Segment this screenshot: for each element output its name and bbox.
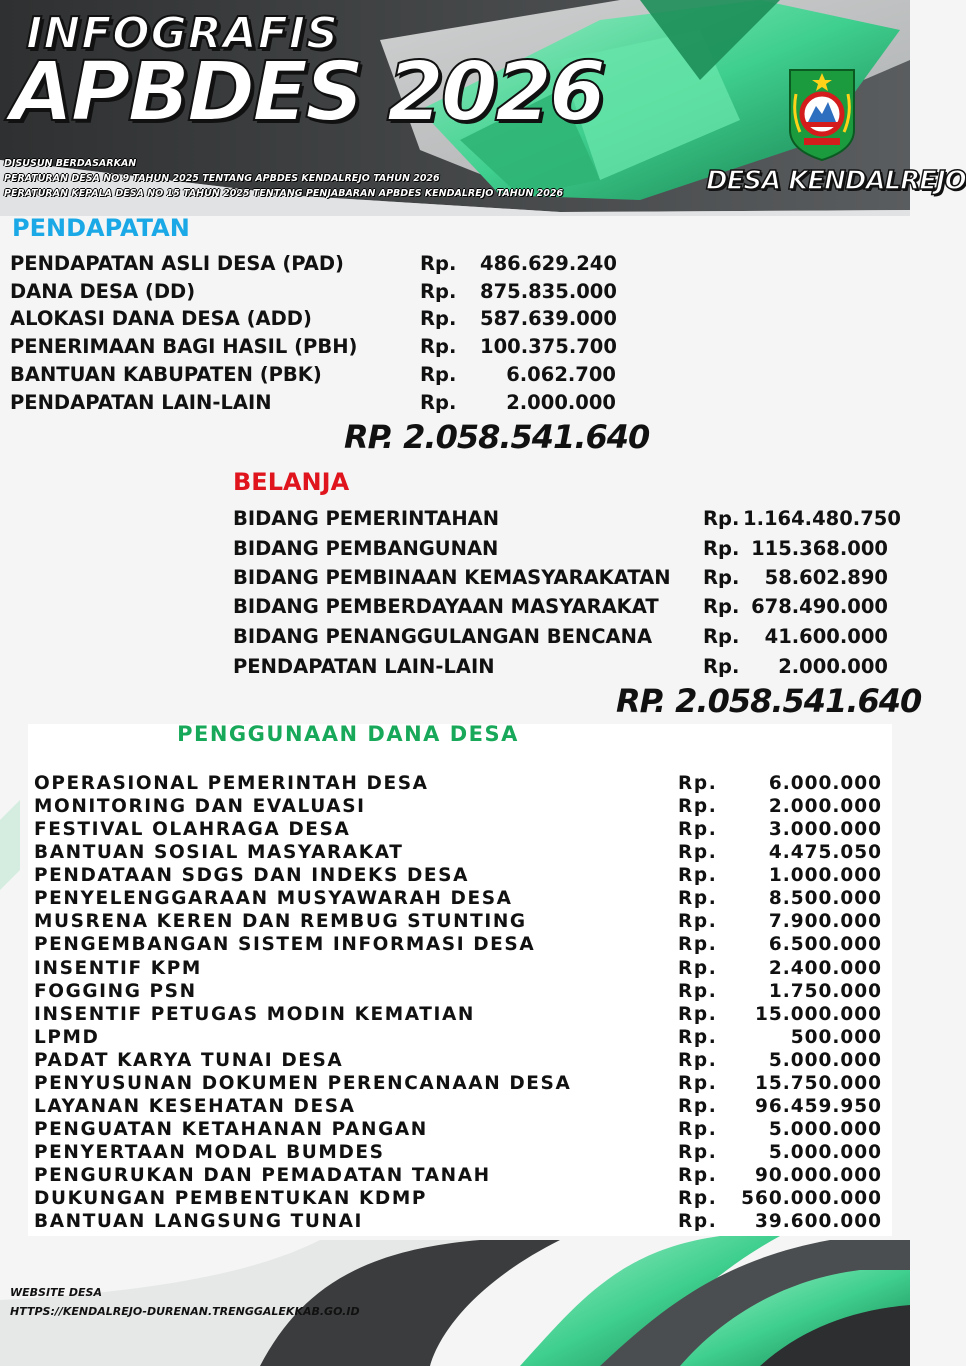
item-label: MUSRENA KEREN DAN REMBUG STUNTING <box>34 911 527 932</box>
currency-label: Rp. <box>678 888 718 909</box>
item-label: LPMD <box>34 1027 100 1048</box>
list-item <box>34 1095 882 1118</box>
item-label: INSENTIF PETUGAS MODIN KEMATIAN <box>34 1004 475 1025</box>
item-amount: 41.600.000 <box>764 624 888 648</box>
list-item <box>34 818 882 841</box>
list-item <box>34 841 882 864</box>
list-item <box>233 534 888 562</box>
item-amount: 6.062.700 <box>506 362 616 386</box>
item-label: BIDANG PEMBANGUNAN <box>233 536 499 560</box>
item-label: BANTUAN LANGSUNG TUNAI <box>34 1211 363 1232</box>
basis-line-1: PERATURAN DESA NO 9 TAHUN 2025 TENTANG APBDES KENDALREJO TAHUN 2026 <box>4 173 440 184</box>
item-amount: 4.475.050 <box>768 842 882 863</box>
item-label: BANTUAN KABUPATEN (PBK) <box>10 362 322 386</box>
infographic-title: INFOGRAFIS <box>26 8 339 59</box>
item-amount: 3.000.000 <box>768 819 882 840</box>
item-amount: 5.000.000 <box>768 1119 882 1140</box>
list-item <box>34 887 882 910</box>
item-label: PADAT KARYA TUNAI DESA <box>34 1050 344 1071</box>
item-label: PENDATAAN SDGS DAN INDEKS DESA <box>34 865 469 886</box>
item-amount: 678.490.000 <box>751 594 888 618</box>
item-amount: 5.000.000 <box>768 1050 882 1071</box>
currency-label: Rp. <box>678 911 718 932</box>
item-label: PENGEMBANGAN SISTEM INFORMASI DESA <box>34 934 536 955</box>
item-label: BIDANG PEMERINTAHAN <box>233 506 500 530</box>
list-item <box>34 864 882 887</box>
village-name: DESA KENDALREJO <box>706 166 966 196</box>
currency-label: Rp. <box>420 390 457 414</box>
currency-label: Rp. <box>420 279 457 303</box>
currency-label: Rp. <box>678 865 718 886</box>
item-label: BIDANG PEMBINAAN KEMASYARAKATAN <box>233 565 671 589</box>
item-amount: 1.000.000 <box>768 865 882 886</box>
belanja-title: BELANJA <box>233 468 350 496</box>
item-label: ALOKASI DANA DESA (ADD) <box>10 306 312 330</box>
list-item <box>34 1026 882 1049</box>
list-item <box>34 772 882 795</box>
item-label: INSENTIF KPM <box>34 958 202 979</box>
item-label: LAYANAN KESEHATAN DESA <box>34 1096 356 1117</box>
currency-label: Rp. <box>678 1027 718 1048</box>
item-label: FOGGING PSN <box>34 981 197 1002</box>
regency-emblem-icon <box>782 64 862 162</box>
list-item <box>233 652 888 680</box>
currency-label: Rp. <box>678 1004 718 1025</box>
list-item <box>34 933 882 956</box>
currency-label: Rp. <box>678 1142 718 1163</box>
basis-line-2: PERATURAN KEPALA DESA NO 15 TAHUN 2025 TENTANG PENJABARAN APBDES KENDALREJO TAHUN 2026 <box>4 188 564 199</box>
list-item <box>34 1187 882 1210</box>
item-amount: 6.500.000 <box>768 934 882 955</box>
list-item <box>10 305 616 331</box>
item-amount: 6.000.000 <box>768 773 882 794</box>
currency-label: Rp. <box>703 506 740 530</box>
item-amount: 115.368.000 <box>751 536 888 560</box>
list-item <box>233 504 901 532</box>
currency-label: Rp. <box>420 251 457 275</box>
currency-label: Rp. <box>678 934 718 955</box>
currency-label: Rp. <box>678 796 718 817</box>
apbdes-year-title: APBDES 2026 <box>10 45 603 140</box>
item-label: BIDANG PENANGGULANGAN BENCANA <box>233 624 653 648</box>
list-item <box>34 1164 882 1187</box>
item-amount: 100.375.700 <box>480 334 617 358</box>
item-amount: 96.459.950 <box>754 1096 882 1117</box>
currency-label: Rp. <box>678 773 718 794</box>
currency-label: Rp. <box>703 624 740 648</box>
item-amount: 90.000.000 <box>754 1165 882 1186</box>
item-amount: 1.750.000 <box>768 981 882 1002</box>
list-item <box>34 1141 882 1164</box>
belanja-total: RP. 2.058.541.640 <box>616 682 922 720</box>
currency-label: Rp. <box>420 334 457 358</box>
currency-label: Rp. <box>678 819 718 840</box>
item-amount: 2.000.000 <box>768 796 882 817</box>
pendapatan-title: PENDAPATAN <box>12 214 190 242</box>
item-amount: 560.000.000 <box>741 1188 882 1209</box>
item-label: PENYUSUNAN DOKUMEN PERENCANAAN DESA <box>34 1073 572 1094</box>
dana-desa-title: PENGGUNAAN DANA DESA <box>177 722 519 746</box>
currency-label: Rp. <box>678 1073 718 1094</box>
item-label: DUKUNGAN PEMBENTUKAN KDMP <box>34 1188 428 1209</box>
item-amount: 39.600.000 <box>754 1211 882 1232</box>
list-item <box>10 361 616 387</box>
currency-label: Rp. <box>678 981 718 1002</box>
currency-label: Rp. <box>678 1050 718 1071</box>
currency-label: Rp. <box>420 306 457 330</box>
list-item <box>34 910 882 933</box>
item-label: DANA DESA (DD) <box>10 279 196 303</box>
list-item <box>10 278 616 304</box>
item-label: PENYERTAAN MODAL BUMDES <box>34 1142 385 1163</box>
item-label: BANTUAN SOSIAL MASYARAKAT <box>34 842 404 863</box>
list-item <box>233 592 888 620</box>
list-item <box>34 1003 882 1026</box>
list-item <box>233 622 888 650</box>
item-label: PENDAPATAN ASLI DESA (PAD) <box>10 251 344 275</box>
item-amount: 875.835.000 <box>480 279 617 303</box>
list-item <box>34 957 882 980</box>
currency-label: Rp. <box>703 565 740 589</box>
currency-label: Rp. <box>703 594 740 618</box>
currency-label: Rp. <box>678 1211 718 1232</box>
currency-label: Rp. <box>678 958 718 979</box>
list-item <box>233 563 888 591</box>
item-label: PENGUATAN KETAHANAN PANGAN <box>34 1119 428 1140</box>
list-item <box>34 1118 882 1141</box>
item-label: PENERIMAAN BAGI HASIL (PBH) <box>10 334 358 358</box>
list-item <box>10 250 616 276</box>
website-label: WEBSITE DESA <box>10 1286 102 1299</box>
item-label: MONITORING DAN EVALUASI <box>34 796 366 817</box>
list-item <box>10 333 616 359</box>
item-amount: 15.750.000 <box>754 1073 882 1094</box>
currency-label: Rp. <box>678 1119 718 1140</box>
item-amount: 2.400.000 <box>768 958 882 979</box>
pendapatan-total: RP. 2.058.541.640 <box>344 418 650 456</box>
item-amount: 587.639.000 <box>480 306 617 330</box>
currency-label: Rp. <box>703 654 740 678</box>
item-amount: 8.500.000 <box>768 888 882 909</box>
list-item <box>10 389 616 415</box>
item-amount: 5.000.000 <box>768 1142 882 1163</box>
item-amount: 486.629.240 <box>480 251 617 275</box>
item-label: FESTIVAL OLAHRAGA DESA <box>34 819 351 840</box>
item-label: PENYELENGGARAAN MUSYAWARAH DESA <box>34 888 513 909</box>
item-amount: 7.900.000 <box>768 911 882 932</box>
list-item <box>34 1072 882 1095</box>
list-item <box>34 1210 882 1233</box>
item-label: PENDAPATAN LAIN-LAIN <box>233 654 495 678</box>
currency-label: Rp. <box>703 536 740 560</box>
item-amount: 2.000.000 <box>778 654 888 678</box>
basis-label: DISUSUN BERDASARKAN <box>4 158 137 169</box>
item-amount: 15.000.000 <box>754 1004 882 1025</box>
list-item <box>34 795 882 818</box>
item-label: OPERASIONAL PEMERINTAH DESA <box>34 773 429 794</box>
item-label: PENDAPATAN LAIN-LAIN <box>10 390 272 414</box>
list-item <box>34 980 882 1003</box>
currency-label: Rp. <box>678 842 718 863</box>
item-label: BIDANG PEMBERDAYAAN MASYARAKAT <box>233 594 659 618</box>
list-item <box>34 1049 882 1072</box>
website-url[interactable]: HTTPS://KENDALREJO-DURENAN.TRENGGALEKKAB.GO.ID <box>10 1305 360 1318</box>
currency-label: Rp. <box>678 1096 718 1117</box>
item-amount: 500.000 <box>790 1027 882 1048</box>
item-amount: 1.164.480.750 <box>743 506 901 530</box>
item-label: PENGURUKAN DAN PEMADATAN TANAH <box>34 1165 491 1186</box>
currency-label: Rp. <box>678 1165 718 1186</box>
currency-label: Rp. <box>420 362 457 386</box>
item-amount: 2.000.000 <box>506 390 616 414</box>
currency-label: Rp. <box>678 1188 718 1209</box>
item-amount: 58.602.890 <box>764 565 888 589</box>
